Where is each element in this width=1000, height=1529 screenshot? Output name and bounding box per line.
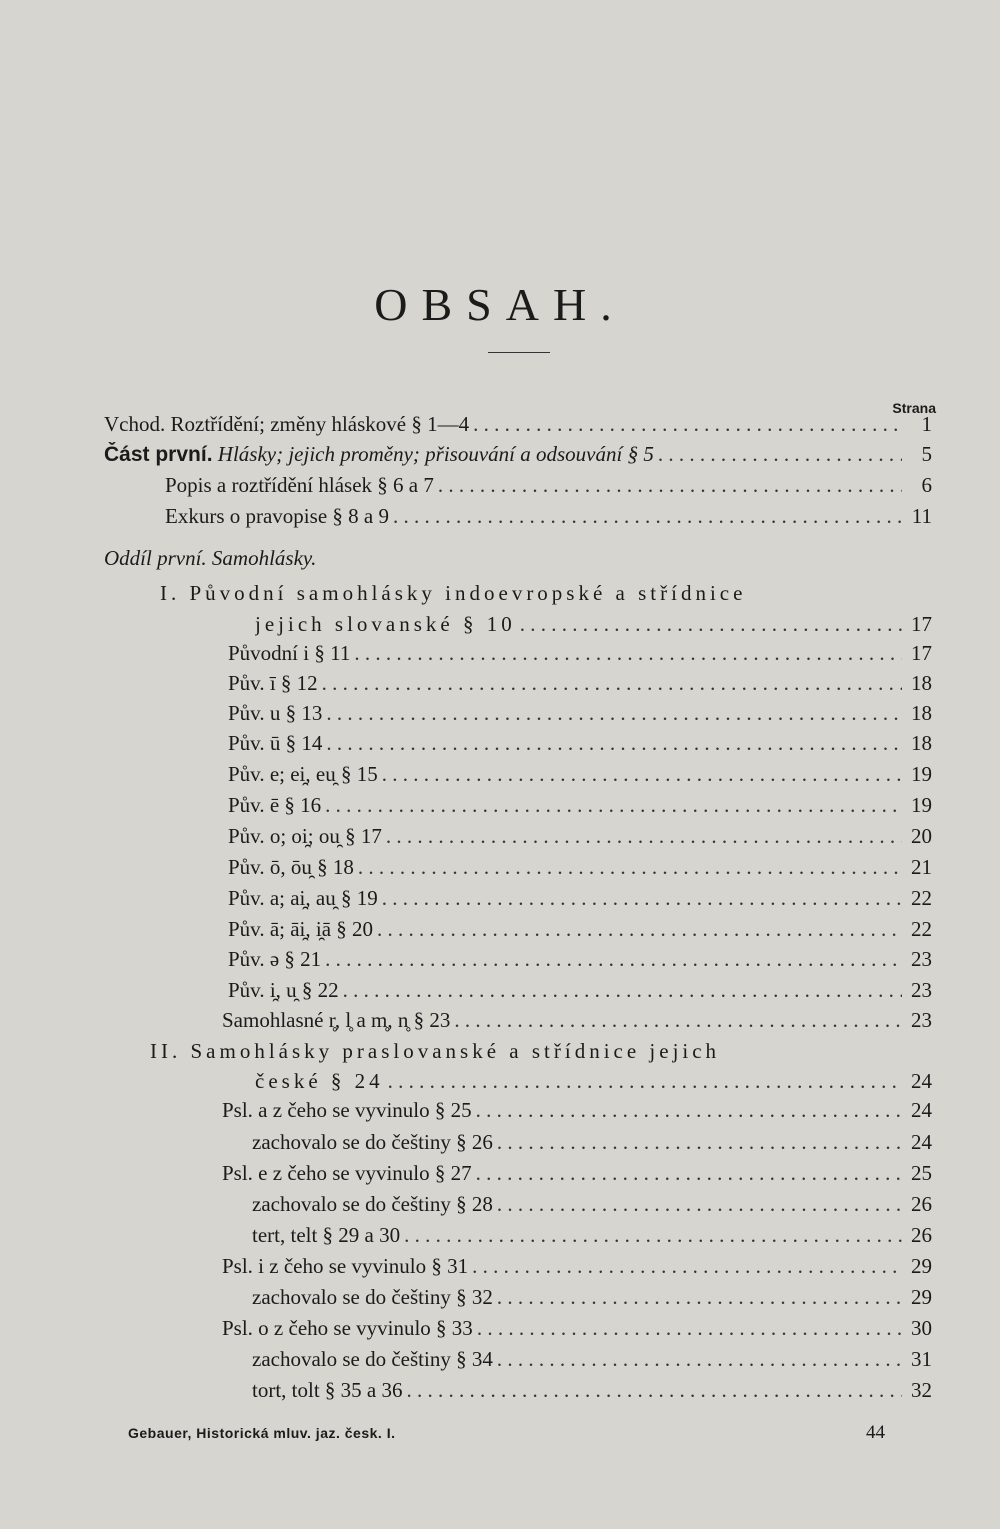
toc-entry <box>228 641 932 671</box>
toc-page-number: 23 <box>911 947 932 971</box>
dot-leader <box>339 978 902 1003</box>
dot-leader <box>389 504 902 529</box>
footer-sheet-number: 44 <box>866 1422 885 1443</box>
toc-entry <box>222 1161 932 1191</box>
toc-part-label: Část první. <box>104 443 213 466</box>
toc-page-number: 18 <box>911 731 932 755</box>
toc-entry-label: Exkurs o pravopise § 8 a 9 <box>165 504 389 528</box>
toc-entry-label: Pův. e; ei̯, eu̯ § 15 <box>228 762 378 786</box>
toc-entry <box>222 1098 932 1128</box>
toc-section-heading <box>104 546 316 571</box>
dot-leader <box>434 473 902 498</box>
toc-entry-label: Původní i § 11 <box>228 641 351 665</box>
toc-page-number: 1 <box>921 412 932 436</box>
toc-entry <box>228 886 932 916</box>
page-title: OBSAH. <box>374 279 626 330</box>
toc-entry <box>252 1285 932 1315</box>
toc-entry <box>228 701 932 731</box>
dot-leader <box>382 824 902 849</box>
toc-page-number: 25 <box>911 1161 932 1185</box>
dot-leader <box>403 1378 903 1403</box>
dot-leader <box>493 1347 902 1372</box>
toc-page-number: 6 <box>921 473 932 497</box>
toc-entry-label: zachovalo se do češtiny § 32 <box>252 1285 493 1309</box>
toc-entry-label: Psl. o z čeho se vyvinulo § 33 <box>222 1316 473 1340</box>
dot-leader <box>493 1192 902 1217</box>
toc-entry-label: Pův. o; oi̯; ou̯ § 17 <box>228 824 382 848</box>
toc-page-number: 17 <box>911 612 932 636</box>
dot-leader <box>378 762 902 787</box>
dot-leader <box>322 731 902 756</box>
toc-entry-label: zachovalo se do češtiny § 34 <box>252 1347 493 1371</box>
dot-leader <box>472 1098 902 1123</box>
toc-entry-label: Vchod. Roztřídění; změny hláskové § 1—4 <box>104 412 470 436</box>
dot-leader <box>318 671 902 696</box>
toc-page-number: 29 <box>911 1254 932 1278</box>
toc-entry-label: české § 24 <box>255 1069 384 1093</box>
dot-leader <box>354 855 902 880</box>
toc-entry-label: Samohlasné r̥, l̥ a m̥, n̥ § 23 <box>222 1008 451 1032</box>
dot-leader <box>654 442 902 467</box>
dot-leader <box>493 1130 902 1155</box>
toc-entry <box>222 1008 932 1038</box>
toc-page-number: 31 <box>911 1347 932 1371</box>
toc-entry <box>228 855 932 885</box>
toc-entry <box>165 504 932 534</box>
toc-entry-label: Pův. u § 13 <box>228 701 323 725</box>
dot-leader <box>321 947 902 972</box>
dot-leader <box>322 701 902 726</box>
toc-entry-label: Psl. a z čeho se vyvinulo § 25 <box>222 1098 472 1122</box>
toc-page-number: 11 <box>911 504 932 528</box>
toc-entry <box>252 1347 932 1377</box>
toc-page-number: 17 <box>911 641 932 665</box>
footer-signature: Gebauer, Historická mluv. jaz. česk. I. <box>128 1425 396 1441</box>
toc-entry-label: tert, telt § 29 a 30 <box>252 1223 401 1247</box>
toc-entry <box>228 762 932 792</box>
toc-entry <box>228 824 932 854</box>
toc-entry-label: Pův. ē § 16 <box>228 793 322 817</box>
toc-page-number: 26 <box>911 1223 932 1247</box>
toc-entry <box>104 412 932 442</box>
toc-page-number: 24 <box>911 1069 932 1093</box>
toc-entry-text <box>104 442 654 467</box>
toc-entry <box>222 1316 932 1346</box>
toc-entry <box>228 731 932 761</box>
toc-entry <box>255 1069 932 1099</box>
toc-entry <box>252 1192 932 1222</box>
toc-entry-label: Pův. i̯, u̯ § 22 <box>228 978 339 1002</box>
dot-leader <box>493 1285 902 1310</box>
toc-entry <box>222 1254 932 1284</box>
toc-entry <box>252 1130 932 1160</box>
toc-entry-label: Oddíl první. Samohlásky. <box>104 546 317 570</box>
toc-entry-label: Psl. i z čeho se vyvinulo § 31 <box>222 1254 469 1278</box>
toc-entry <box>228 793 932 823</box>
toc-entry-label: zachovalo se do češtiny § 26 <box>252 1130 493 1154</box>
toc-entry <box>228 978 932 1008</box>
toc-entry-label: Pův. a; ai̯, au̯ § 19 <box>228 886 378 910</box>
toc-page-number: 24 <box>911 1098 932 1122</box>
toc-entry-label: Pův. ō, ōu̯ § 18 <box>228 855 354 879</box>
dot-leader <box>472 1161 902 1186</box>
toc-entry-label: Pův. ā; āi̯, i̯ā § 20 <box>228 917 374 941</box>
toc-entry <box>104 442 932 472</box>
toc-entry-label: Hlásky; jejich proměny; přisouvání a odsouvání § 5 <box>217 442 654 466</box>
dot-leader <box>373 917 902 942</box>
toc-entry-label: I. Původní samohlásky indoevropské a střídnice <box>160 581 747 605</box>
toc-entry-label: Pův. ī § 12 <box>228 671 318 695</box>
toc-page-number: 19 <box>911 793 932 817</box>
toc-entry <box>252 1223 932 1253</box>
toc-entry-label: jejich slovanské § 10 <box>255 612 516 636</box>
toc-page-number: 20 <box>911 824 932 848</box>
toc-entry <box>228 947 932 977</box>
toc-page-number: 22 <box>911 917 932 941</box>
dot-leader <box>378 886 902 911</box>
toc-entry-label: zachovalo se do češtiny § 28 <box>252 1192 493 1216</box>
toc-page-number: 26 <box>911 1192 932 1216</box>
toc-page-number: 29 <box>911 1285 932 1309</box>
toc-entry-label: Pův. ū § 14 <box>228 731 323 755</box>
toc-entry <box>165 473 932 503</box>
dot-leader <box>321 793 902 818</box>
toc-entry-label: Pův. ə § 21 <box>228 947 322 971</box>
toc-page-number: 21 <box>911 855 932 879</box>
toc-page-number: 18 <box>911 701 932 725</box>
toc-page-number: 24 <box>911 1130 932 1154</box>
dot-leader <box>516 612 902 637</box>
toc-entry-label: II. Samohlásky praslovanské a střídnice jejich <box>150 1039 721 1063</box>
toc-page-number: 5 <box>921 442 932 466</box>
toc-page-number: 18 <box>911 671 932 695</box>
title-rule <box>488 352 550 353</box>
dot-leader <box>450 1008 902 1033</box>
dot-leader <box>384 1069 902 1094</box>
toc-entry-label: Psl. e z čeho se vyvinulo § 27 <box>222 1161 472 1185</box>
dot-leader <box>468 1254 902 1279</box>
toc-page-number: 32 <box>911 1378 932 1402</box>
toc-entry-label: tort, tolt § 35 a 36 <box>252 1378 403 1402</box>
toc-page-number: 30 <box>911 1316 932 1340</box>
toc-entry <box>228 671 932 701</box>
dot-leader <box>473 1316 902 1341</box>
toc-entry <box>252 1378 932 1408</box>
page-column-header: Strana <box>892 400 936 416</box>
toc-page-number: 23 <box>911 1008 932 1032</box>
toc-page-number: 23 <box>911 978 932 1002</box>
toc-page-number: 19 <box>911 762 932 786</box>
toc-section-heading <box>160 581 746 606</box>
toc-entry-label: Popis a roztřídění hlásek § 6 a 7 <box>165 473 434 497</box>
dot-leader <box>469 412 902 437</box>
toc-section-heading <box>150 1039 720 1064</box>
toc-page-number: 22 <box>911 886 932 910</box>
toc-entry <box>228 917 932 947</box>
dot-leader <box>400 1223 902 1248</box>
toc-entry <box>255 612 932 642</box>
dot-leader <box>350 641 902 666</box>
